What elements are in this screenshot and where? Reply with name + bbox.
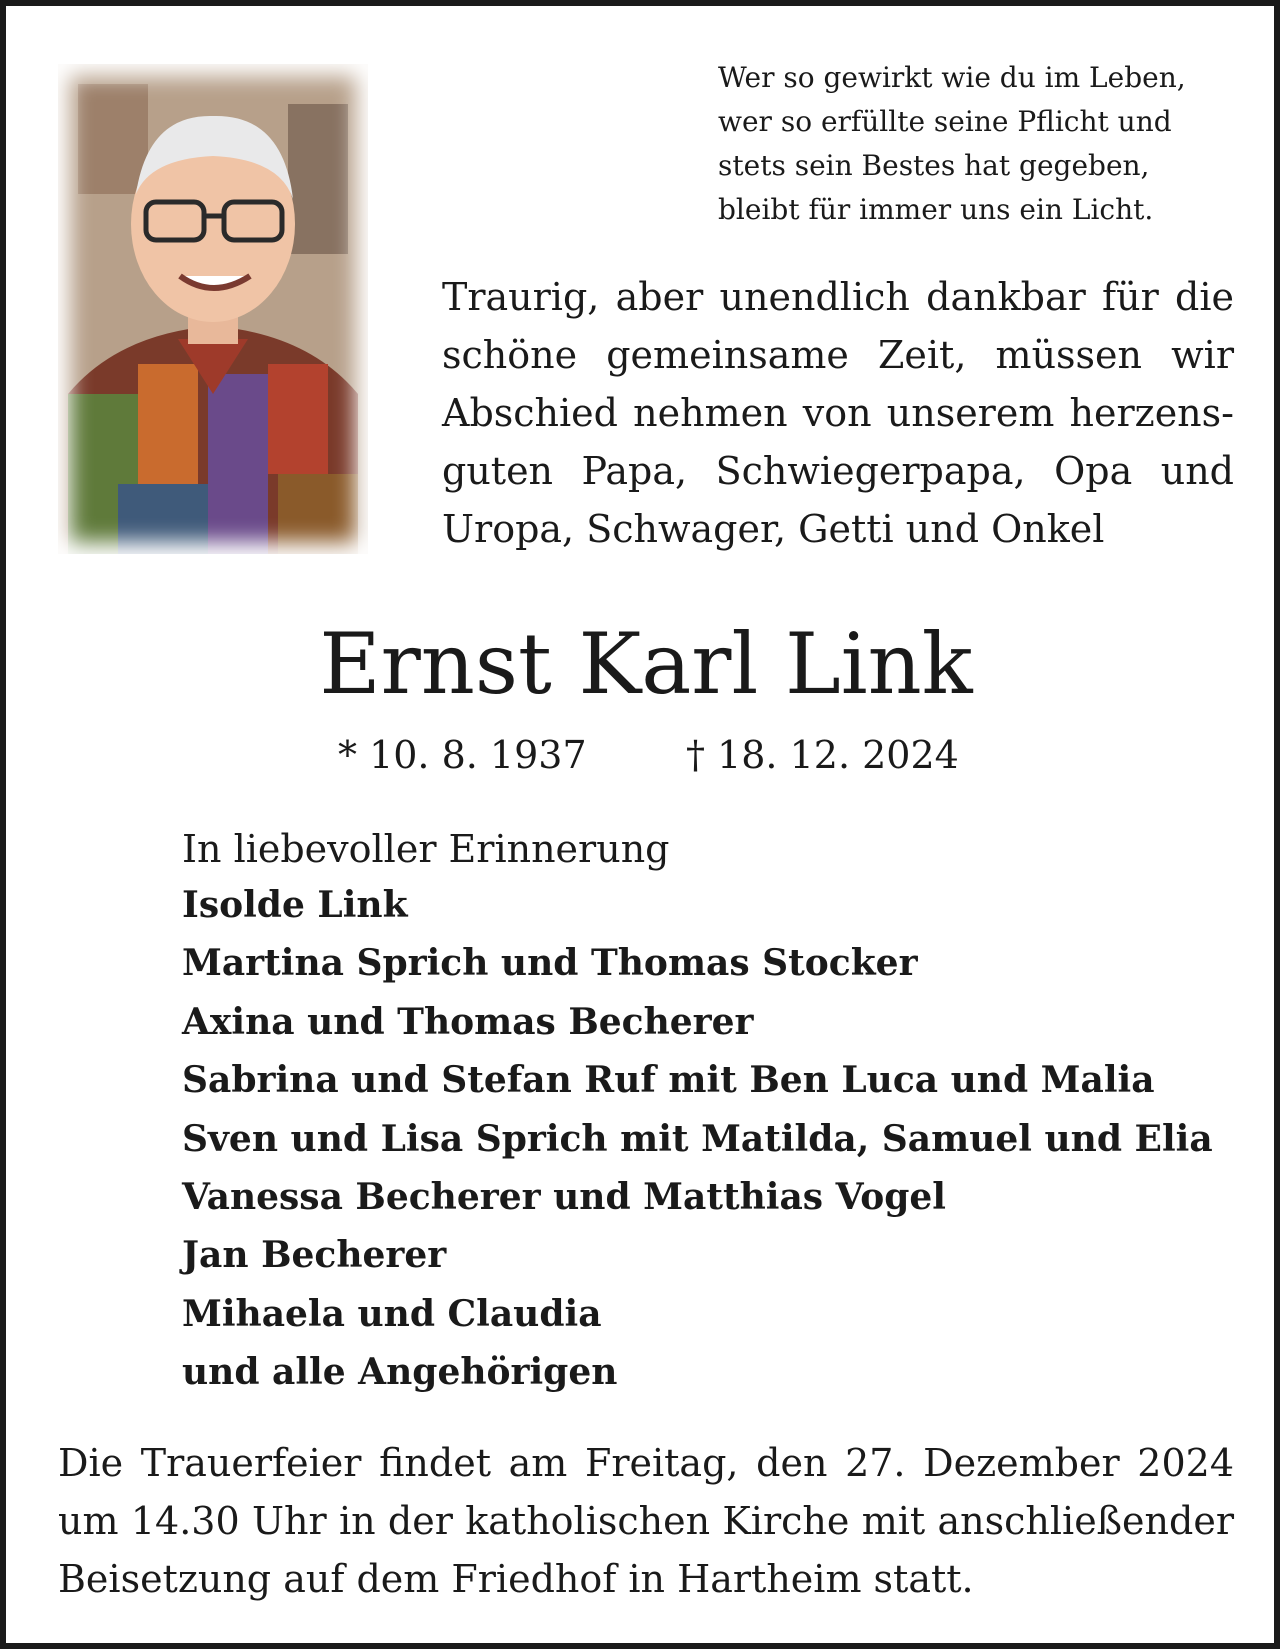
- service-line: Beisetzung auf dem Friedhof in Hartheim statt.: [58, 1557, 974, 1601]
- intro-line: Abschied nehmen von unserem herzens-: [442, 391, 1234, 435]
- intro-line: Traurig, aber unendlich dankbar für die: [442, 275, 1234, 319]
- memory-line: In liebevoller Erinnerung: [182, 827, 670, 871]
- mourner-entry: Jan Becherer: [182, 1234, 447, 1277]
- portrait-photo: [58, 64, 368, 554]
- intro-line: schöne gemeinsame Zeit, müssen wir: [442, 333, 1234, 377]
- memorial-poem: [718, 56, 1186, 232]
- birth-date: * 10. 8. 1937: [338, 733, 587, 777]
- mourner-entry: Sabrina und Stefan Ruf mit Ben Luca und Malia: [182, 1059, 1155, 1102]
- mourner-entry: Sven und Lisa Sprich mit Matilda, Samuel und Elia: [182, 1117, 1213, 1160]
- deceased-name: Ernst Karl Link: [319, 615, 973, 713]
- mourner-entry: Martina Sprich und Thomas Stocker: [182, 942, 918, 985]
- intro-line: Uropa, Schwager, Getti und Onkel: [442, 507, 1105, 551]
- mourners-list: [182, 876, 1213, 1402]
- mourner-entry: und alle Angehörigen: [182, 1351, 618, 1394]
- mourner-entry: Mihaela und Claudia: [182, 1292, 602, 1335]
- intro-line: guten Papa, Schwiegerpapa, Opa und: [442, 449, 1234, 493]
- mourner-entry: Axina und Thomas Becherer: [182, 1000, 754, 1043]
- service-line: Die Trauerfeier findet am Freitag, den 27. Dezember 2024: [58, 1441, 1234, 1485]
- poem-line: stets sein Bestes hat gegeben,: [718, 149, 1150, 182]
- service-line: um 14.30 Uhr in der katholischen Kirche mit anschließender: [58, 1499, 1234, 1543]
- poem-line: Wer so gewirkt wie du im Leben,: [718, 61, 1186, 94]
- poem-line: wer so erfüllte seine Pflicht und: [718, 105, 1172, 138]
- mourner-entry: Vanessa Becherer und Matthias Vogel: [182, 1176, 946, 1219]
- mourner-entry: Isolde Link: [182, 884, 408, 926]
- intro-text: [442, 268, 1234, 558]
- death-date: † 18. 12. 2024: [686, 733, 959, 777]
- poem-line: bleibt für immer uns ein Licht.: [718, 193, 1154, 226]
- funeral-service-info: [58, 1434, 1234, 1608]
